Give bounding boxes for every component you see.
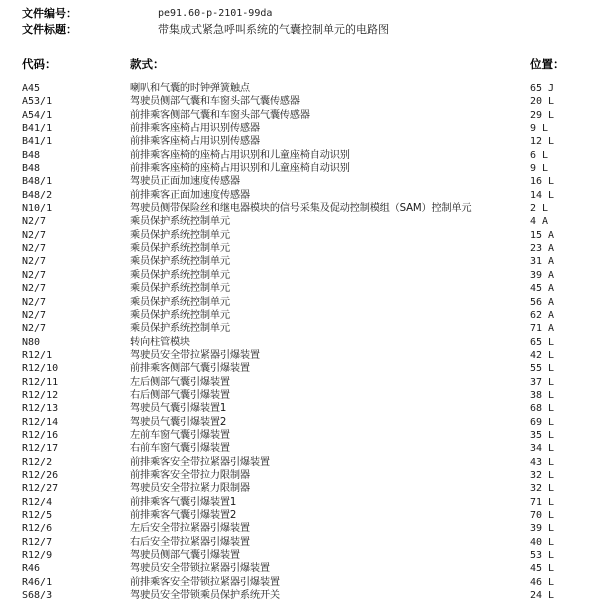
component-description: 乘员保护系统控制单元 (130, 256, 230, 268)
component-description: 驾驶员安全带锁乘员保护系统开关 (130, 590, 280, 602)
component-description: 前排乘客座椅占用识别传感器 (130, 136, 260, 148)
table-row (22, 229, 594, 242)
table-row (22, 95, 594, 108)
component-position: 16 L (530, 176, 555, 188)
table-row (22, 296, 594, 309)
doc-title-value: 带集成式紧急呼叫系统的气囊控制单元的电路图 (158, 23, 389, 36)
table-row (22, 109, 594, 122)
component-code: N2/7 (22, 309, 47, 321)
component-position: 23 A (530, 243, 555, 255)
component-position: 24 L (530, 590, 555, 602)
doc-title-row (22, 22, 592, 38)
component-position: 42 L (530, 349, 555, 361)
component-position: 35 L (530, 429, 555, 441)
component-description: 驾驶员正面加速度传感器 (130, 176, 240, 188)
component-description: 乘员保护系统控制单元 (130, 323, 230, 335)
component-description: 左后安全带拉紧器引爆装置 (130, 523, 250, 535)
table-row (22, 122, 594, 135)
table-row (22, 576, 594, 589)
table-row (22, 349, 594, 362)
component-position: 62 A (530, 309, 555, 321)
table-row (22, 135, 594, 148)
component-code: A45 (22, 83, 41, 94)
component-description: 左后侧部气囊引爆装置 (130, 376, 230, 388)
table-row (22, 482, 594, 495)
component-code: N2/7 (22, 283, 47, 295)
component-position: 4 A (530, 216, 549, 228)
component-code: R12/27 (22, 483, 59, 495)
component-code: R12/26 (22, 469, 59, 481)
component-description: 驾驶员安全带锁拉紧器引爆装置 (130, 563, 270, 575)
component-description: 乘员保护系统控制单元 (130, 283, 230, 295)
component-description: 左前车窗气囊引爆装置 (130, 429, 230, 441)
table-row (22, 336, 594, 349)
component-position: 43 L (530, 456, 555, 468)
component-code: B48 (22, 149, 41, 161)
component-code: R12/13 (22, 403, 59, 415)
component-description: 前排乘客安全带锁拉紧器引爆装置 (130, 576, 280, 588)
table-row (22, 362, 594, 375)
table-row (22, 442, 594, 455)
component-description: 右后安全带拉紧器引爆装置 (130, 536, 250, 548)
table-row (22, 282, 594, 295)
doc-number-value: pe91.60-p-2101-99da (158, 8, 273, 19)
component-position: 55 L (530, 363, 555, 375)
component-description: 乘员保护系统控制单元 (130, 229, 230, 241)
component-code: N10/1 (22, 203, 53, 215)
table-row (22, 402, 594, 415)
table-row (22, 376, 594, 389)
component-position: 53 L (530, 550, 555, 562)
component-position: 9 L (530, 123, 549, 135)
component-list (22, 82, 594, 602)
component-code: R12/6 (22, 523, 53, 535)
component-code: N2/7 (22, 243, 47, 255)
component-code: B48/2 (22, 189, 53, 201)
doc-number-label: 文件编号： (22, 7, 77, 20)
component-code: R12/2 (22, 456, 53, 468)
component-code: R46/1 (22, 576, 53, 588)
component-description: 前排乘客气囊引爆装置1 (130, 496, 237, 508)
component-description: 前排乘客侧部气囊和车窗头部气囊传感器 (130, 109, 310, 121)
component-position: 65 L (530, 336, 555, 348)
component-description: 前排乘客气囊引爆装置2 (130, 510, 237, 521)
component-description: 转向柱管模块 (130, 336, 190, 348)
component-code: N2/7 (22, 216, 47, 228)
component-code: A54/1 (22, 109, 53, 121)
component-position: 15 A (530, 229, 555, 241)
component-code: R12/10 (22, 363, 59, 375)
component-position: 37 L (530, 376, 555, 388)
component-description: 前排乘客正面加速度传感器 (130, 189, 250, 201)
component-code: R12/11 (22, 376, 59, 388)
component-position: 39 A (530, 269, 555, 281)
table-row (22, 309, 594, 322)
component-code: R12/12 (22, 389, 59, 401)
component-position: 20 L (530, 96, 555, 108)
component-position: 65 J (530, 83, 555, 94)
table-row (22, 269, 594, 282)
component-code: R12/1 (22, 349, 53, 361)
component-position: 12 L (530, 136, 555, 148)
table-row (22, 149, 594, 162)
component-position: 69 L (530, 416, 555, 428)
table-row (22, 175, 594, 188)
component-code: R12/17 (22, 443, 59, 455)
header-description: 款式： (130, 57, 165, 71)
component-code: R12/5 (22, 510, 53, 521)
component-code: N2/7 (22, 229, 47, 241)
component-position: 39 L (530, 523, 555, 535)
component-position: 46 L (530, 576, 555, 588)
component-code: B48/1 (22, 176, 53, 188)
doc-title-label: 文件标题： (22, 23, 77, 36)
header-position: 位置： (530, 57, 565, 71)
component-position: 6 L (530, 149, 549, 161)
component-position: 2 L (530, 203, 549, 215)
table-row (22, 549, 594, 562)
component-description: 驾驶员气囊引爆装置2 (130, 416, 227, 428)
component-description: 前排乘客安全带拉力限制器 (130, 469, 250, 481)
table-row (22, 562, 594, 575)
table-row (22, 389, 594, 402)
component-position: 40 L (530, 536, 555, 548)
component-description: 驾驶员侧部气囊和车窗头部气囊传感器 (130, 96, 300, 108)
table-row (22, 82, 594, 95)
component-description: 乘员保护系统控制单元 (130, 243, 230, 255)
component-position: 38 L (530, 389, 555, 401)
table-row (22, 162, 594, 175)
table-row (22, 322, 594, 335)
component-position: 45 L (530, 563, 555, 575)
component-code: N2/7 (22, 296, 47, 308)
component-description: 前排乘客座椅的座椅占用识别和儿童座椅自动识别 (130, 149, 350, 161)
component-position: 32 L (530, 483, 555, 495)
component-code: R46 (22, 563, 41, 575)
component-code: N2/7 (22, 323, 47, 335)
component-position: 14 L (530, 189, 555, 201)
table-row (22, 215, 594, 228)
component-description: 右前车窗气囊引爆装置 (130, 443, 230, 455)
component-position: 70 L (530, 510, 555, 521)
table-row (22, 536, 594, 549)
component-code: N2/7 (22, 269, 47, 281)
table-row (22, 429, 594, 442)
table-row (22, 255, 594, 268)
component-description: 驾驶员安全带拉紧器引爆装置 (130, 349, 260, 361)
component-description: 驾驶员侧部气囊引爆装置 (130, 550, 240, 562)
component-position: 71 A (530, 323, 555, 335)
component-description: 前排乘客侧部气囊引爆装置 (130, 363, 250, 375)
component-position: 71 L (530, 496, 555, 508)
component-description: 乘员保护系统控制单元 (130, 309, 230, 321)
table-row (22, 242, 594, 255)
table-header (22, 56, 594, 72)
component-position: 31 A (530, 256, 555, 268)
component-description: 前排乘客座椅占用识别传感器 (130, 123, 260, 135)
component-description: 右后侧部气囊引爆装置 (130, 389, 230, 401)
doc-number-row (22, 6, 592, 22)
component-description: 驾驶员气囊引爆装置1 (130, 403, 227, 415)
header-code: 代码： (22, 57, 57, 71)
component-description: 乘员保护系统控制单元 (130, 216, 230, 228)
component-code: B41/1 (22, 123, 53, 135)
component-description: 乘员保护系统控制单元 (130, 296, 230, 308)
component-description: 前排乘客座椅的座椅占用识别和儿童座椅自动识别 (130, 163, 350, 175)
component-position: 9 L (530, 163, 549, 175)
component-code: R12/7 (22, 536, 53, 548)
table-row (22, 522, 594, 535)
table-row (22, 589, 594, 602)
component-description: 乘员保护系统控制单元 (130, 269, 230, 281)
table-row (22, 189, 594, 202)
component-position: 56 A (530, 296, 555, 308)
table-row (22, 416, 594, 429)
component-code: N80 (22, 336, 41, 348)
component-description: 驾驶员安全带拉紧力限制器 (130, 483, 250, 495)
document-meta (22, 6, 592, 38)
table-row (22, 469, 594, 482)
component-code: R12/9 (22, 550, 53, 562)
component-code: A53/1 (22, 96, 53, 108)
component-description: 喇叭和气囊的时钟弹簧触点 (130, 83, 250, 94)
component-position: 29 L (530, 109, 555, 121)
table-row (22, 496, 594, 509)
component-code: R12/16 (22, 429, 59, 441)
component-position: 34 L (530, 443, 555, 455)
component-code: S68/3 (22, 590, 53, 602)
table-row (22, 202, 594, 215)
component-description: 前排乘客安全带拉紧器引爆装置 (130, 456, 270, 468)
component-code: R12/14 (22, 416, 59, 428)
component-position: 32 L (530, 469, 555, 481)
table-row (22, 509, 594, 522)
component-code: B48 (22, 163, 41, 175)
component-description: 驾驶员侧带保险丝和继电器模块的信号采集及促动控制模组（SAM）控制单元 (130, 203, 472, 215)
component-position: 45 A (530, 283, 555, 295)
component-position: 68 L (530, 403, 555, 415)
component-code: R12/4 (22, 496, 53, 508)
component-code: N2/7 (22, 256, 47, 268)
table-row (22, 456, 594, 469)
component-code: B41/1 (22, 136, 53, 148)
